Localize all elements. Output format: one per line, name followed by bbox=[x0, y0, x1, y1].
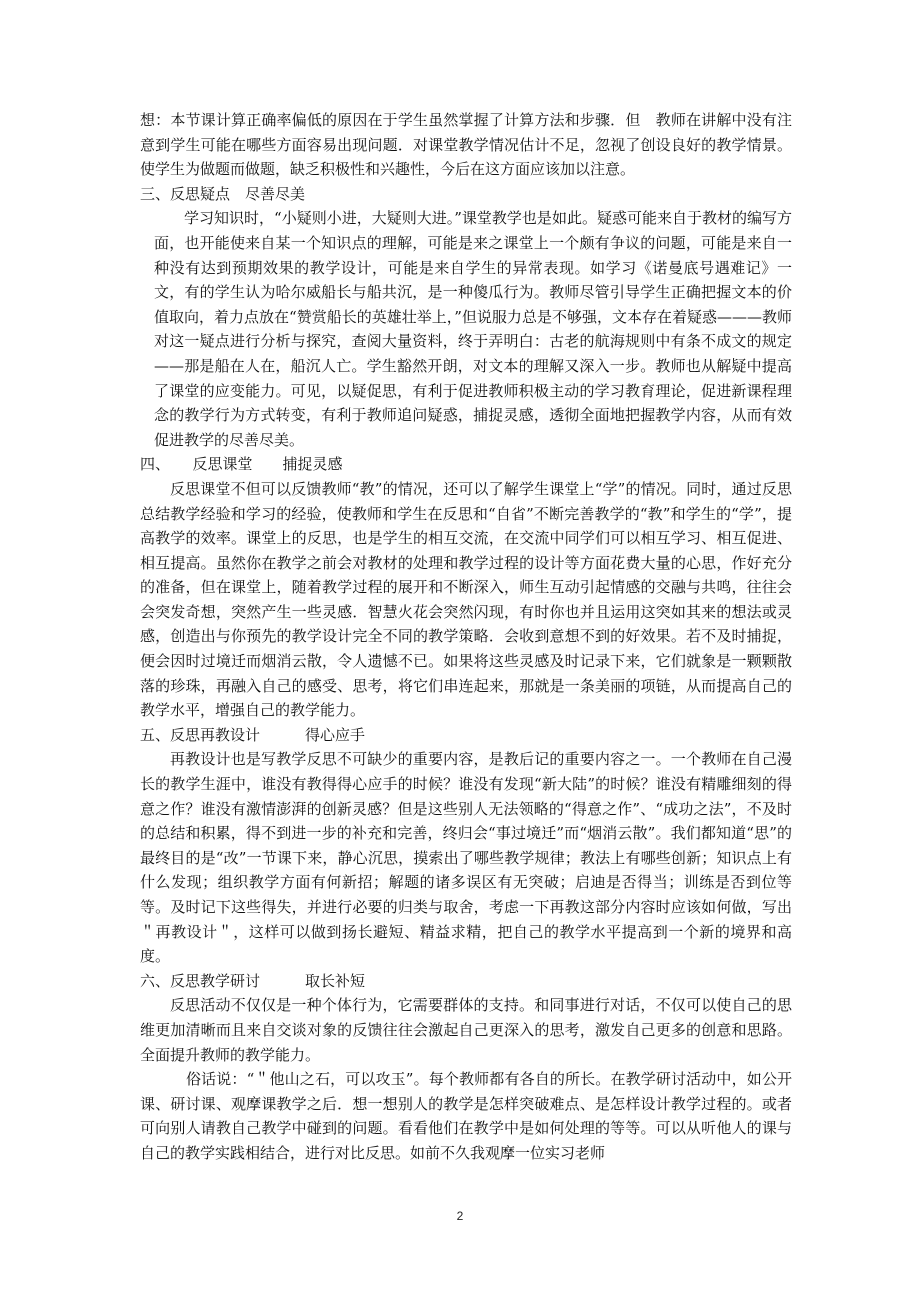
paragraph-section-4: 反思课堂不但可以反馈教师“教”的情况，还可以了解学生课堂上“学”的情况。同时，通过反思总结教学经验和学习的经验，使教师和学生在反思和“自省”不断完善教学的“教”和学生的“学”，提高教学的效率。课堂上的反思，也是学生的相互交流，在交流中同学们可以相互学习、相互促进、相互提高。虽然你在教学之前会对教材的处理和教学过程的设计等方面花费大量的心思，作好充分的准备，但在课堂上，随着教学过程的展开和不断深入，师生互动引起情感的交融与共鸣，往往会会突发奇想，突然产生一些灵感．智慧火花会突然闪现，有时你也并且运用这突如其来的想法或灵感，创造出与你预先的教学设计完全不同的教学策略．会收到意想不到的好效果。若不及时捕捉，便会因时过境迁而烟消云散，令人遗憾不已。如果将这些灵感及时记录下来，它们就象是一颗颗散落的珍珠，再融入自己的感受、思考，将它们串连起来，那就是一条美丽的项链，从而提高自己的教学水平，增强自己的教学能力。 bbox=[140, 479, 792, 720]
document-body bbox=[140, 108, 792, 1166]
section-3-block bbox=[140, 206, 792, 452]
heading-section-6: 六、反思教学研讨 取长补短 bbox=[140, 971, 366, 990]
heading-section-4: 四、 反思课堂 捕捉灵感 bbox=[140, 455, 343, 474]
page-number: 2 bbox=[456, 1209, 464, 1223]
paragraph-intro: 想：本节课计算正确率偏低的原因在于学生虽然掌握了计算方法和步骤．但 教师在讲解中没有注意到学生可能在哪些方面容易出现问题．对课堂教学情况估计不足，忽视了创设良好的教学情景。使学生为做题而做题，缺乏积极性和兴趣性，今后在这方面应该加以注意。 bbox=[140, 111, 792, 179]
paragraph-section-5: 再教设计也是写教学反思不可缺少的重要内容，是教后记的重要内容之一。一个教师在自己漫长的教学生涯中，谁没有教得得心应手的时候？谁没有发现“新大陆”的时候？谁没有精雕细刻的得意之作？谁没有激情澎湃的创新灵感？但是这些别人无法领略的“得意之作”、“成功之法”，不及时的总结和积累，得不到进一步的补充和完善，终归会“事过境迁”而“烟消云散”。我们都知道“思”的最终目的是“改”一节课下来，静心沉思，摸索出了哪些教学规律；教法上有哪些创新；知识点上有什么发现；组织教学方面有何新招；解题的诸多误区有无突破；启迪是否得当；训练是否到位等等。及时记下这些得失，并进行必要的归类与取舍，考虑一下再教这部分内容时应该如何做，写出＂再教设计＂，这样可以做到扬长避短、精益求精，把自己的教学水平提高到一个新的境界和高度。 bbox=[140, 750, 792, 966]
heading-section-3: 三、反思疑点 尽善尽美 bbox=[140, 184, 306, 203]
paragraph-section-6-b: 俗话说：“＂他山之石，可以攻玉”。每个教师都有各自的所长。在教学研讨活动中，如公开课、研讨课、观摩课教学之后．想一想别人的教学是怎样突破难点、是怎样设计教学过程的。或者可向别人请教自己教学中碰到的问题。看看他们在教学中是如何处理的等等。可以从听他人的课与自己的教学实践相结合，进行对比反思。如前不久我观摩一位实习老师 bbox=[140, 1070, 792, 1162]
heading-section-5: 五、反思再教设计 得心应手 bbox=[140, 725, 366, 744]
paragraph-section-3: 学习知识时，“小疑则小进，大疑则大进。”课堂教学也是如此。疑惑可能来自于教材的编写方面，也开能使来自某一个知识点的理解，可能是来之课堂上一个颇有争议的问题，可能是来自一种没有达到预期效果的教学设计，可能是来自学生的异常表现。如学习《诺曼底号遇难记》一文，有的学生认为哈尔威船长与船共沉，是一种傻瓜行为。教师尽管引导学生正确把握文本的价值取向，着力点放在“赞赏船长的英雄壮举上，”但说服力总是不够强，文本存在着疑惑———教师对这一疑点进行分析与探究，查阅大量资料，终于弄明白：古老的航海规则中有条不成文的规定——那是船在人在，船沉人亡。学生豁然开朗，对文本的理解又深入一步。教师也从解疑中提高了课堂的应变能力。可见，以疑促思，有利于促进教师积极主动的学习教育理论，促进新课程理念的教学行为方式转变，有利于教师追问疑惑，捕捉灵感，透彻全面地把握教学内容，从而有效促进教学的尽善尽美。 bbox=[154, 209, 792, 449]
paragraph-section-6-a: 反思活动不仅仅是一种个体行为，它需要群体的支持。和同事进行对话，不仅可以使自己的思维更加清晰而且来自交谈对象的反馈往往会激起自己更深入的思考，激发自己更多的创意和思路。全面提升教师的教学能力。 bbox=[140, 996, 792, 1064]
